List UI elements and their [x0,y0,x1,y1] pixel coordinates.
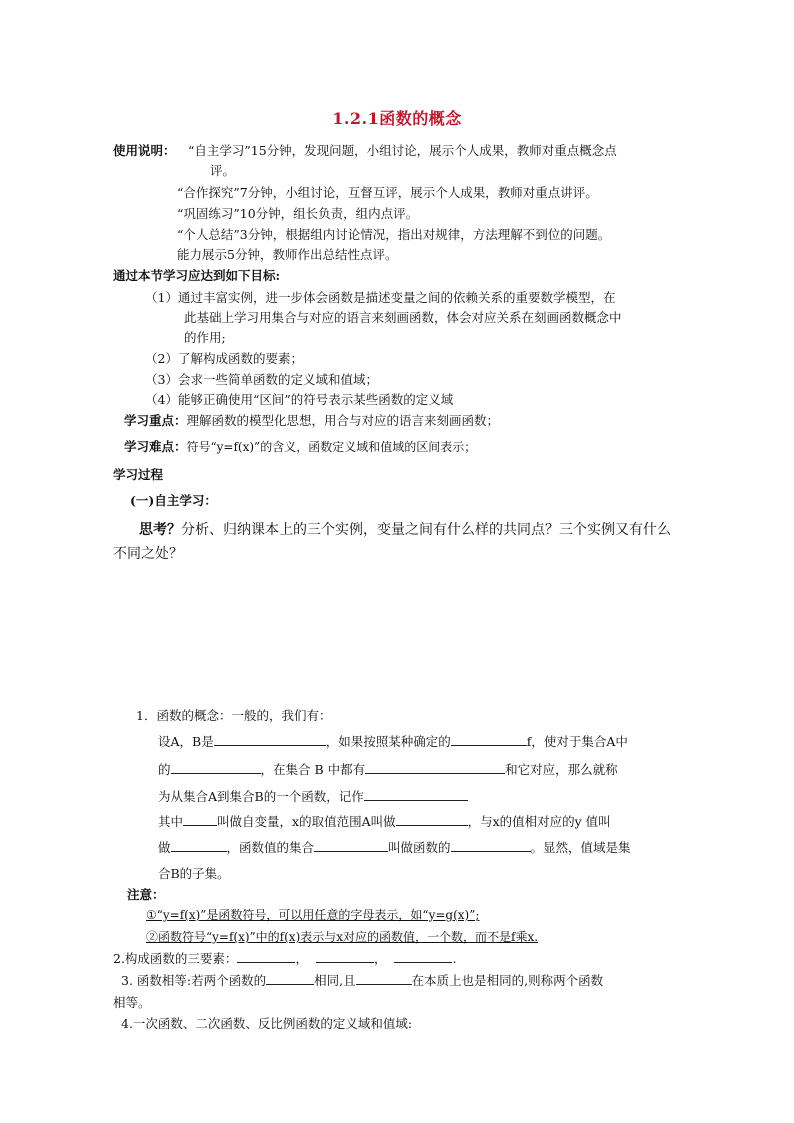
concept-text: ，在集合 B 中都有 [260,762,366,777]
usage-line-6: 能力展示5分钟，教师作出总结性点评。 [177,247,398,262]
goal-1-line-1: （1）通过丰富实例，进一步体会函数是描述变量之间的依赖关系的重要数学模型，在 [145,290,616,305]
concept-line-2 [158,760,618,778]
think-text: 分析、归纳课本上的三个实例，变量之间有什么样的共同点？三个实例又有什么 [181,522,671,538]
blank-field[interactable] [266,971,314,985]
self-study-heading: (一)自主学习： [130,493,217,508]
concept-text: 的 [158,762,171,777]
note-2: ②函数符号“y=f(x)”中的f(x)表示与x对应的函数值，一个数，而不是f乘x. [146,930,539,944]
concept-text: 做 [158,840,171,855]
concept-text: 其中 [158,814,184,829]
blank-field[interactable] [396,812,468,826]
blank-field[interactable] [171,838,227,852]
blank-field[interactable] [356,971,412,985]
focus-row [124,411,499,429]
blank-field[interactable] [451,838,531,852]
concept-line-6: 合B的子集。 [158,866,230,881]
concept-line-1 [158,732,628,750]
concept-heading: 1．函数的概念：一般的，我们有： [136,708,332,723]
usage-line-2: 评。 [210,163,236,178]
concept-line-4 [158,812,611,830]
equal-text: 在本质上也是相同的,则称两个函数 [411,973,604,988]
concept-text: ，函数值的集合 [226,840,315,855]
page-title: 1.2.1函数的概念 [332,109,462,128]
equal-line-2: 相等。 [113,995,151,1010]
concept-line-5 [158,838,631,856]
usage-line-3: “合作探究”7分钟，小组讨论，互督互评，展示个人成果，教师对重点讲评。 [177,185,598,200]
usage-label: 使用说明： [113,143,176,158]
blank-field[interactable] [364,787,468,801]
concept-text: ，与x的值相对应的y 值叫 [467,814,611,829]
elements-line [113,949,456,967]
blank-field[interactable] [451,732,527,746]
difficulty-text: 符号“y=f(x)”的含义，函数定义域和值域的区间表示； [186,440,477,454]
terminator: . [452,951,457,966]
goals-heading: 通过本节学习应达到如下目标: [113,268,281,283]
concept-text: f，使对于集合A中 [526,734,628,749]
elements-label: 2.构成函数的三要素： [113,951,238,966]
domains-heading: 4.一次函数、二次函数、反比例函数的定义域和值域: [121,1016,413,1031]
difficulty-label: 学习难点： [124,439,187,454]
equal-text: 相同,且 [314,973,356,988]
usage-line-5: “个人总结”3分钟，根据组内讨论情况，指出对规律，方法理解不到位的问题。 [177,227,611,242]
concept-text: 和它对应，那么就称 [505,762,618,777]
blank-field[interactable] [394,949,452,963]
goal-1-line-3: 的作用; [184,330,226,345]
blank-field[interactable] [214,732,326,746]
concept-text: 设A，B是 [158,734,214,749]
blank-field[interactable] [314,838,388,852]
blank-field[interactable] [365,760,505,774]
goal-2: （2）了解构成函数的要素； [145,351,303,366]
focus-text: 理解函数的模型化思想，用合与对应的语言来刻画函数； [186,413,500,428]
difficulty-row [124,437,476,455]
usage-line-1: “自主学习”15分钟，发现问题，小组讨论，展示个人成果，教师对重点概念点 [188,143,617,158]
think-text-2: 不同之处？ [113,546,183,562]
concept-text: 为从集合A到集合B的一个函数，记作 [158,789,364,804]
note-1: ①“y=f(x)”是函数符号，可以用任意的字母表示，如“y=g(x)”; [146,908,480,922]
concept-text: 。显然，值域是集 [530,840,631,855]
concept-line-3 [158,787,468,805]
blank-field[interactable] [237,949,295,963]
concept-text: 叫做自变量，x的取值范围A叫做 [217,814,396,829]
think-question [139,519,671,539]
concept-text: 叫做函数的 [388,840,451,855]
process-heading: 学习过程 [113,467,164,482]
think-label: 思考？ [139,522,181,538]
blank-field[interactable] [171,760,261,774]
focus-label: 学习重点： [124,413,187,428]
equal-text: 3. 函数相等:若两个函数的 [121,973,267,988]
goal-1-line-2: 此基础上学习用集合与对应的语言来刻画函数，体会对应关系在刻画函数概念中 [184,310,622,325]
separator: ， [295,951,308,966]
usage-line-4: “巩固练习”10分钟，组长负责，组内点评。 [177,206,419,221]
equal-line-1 [121,971,603,989]
goal-3: （3）会求一些简单函数的定义域和值域； [145,372,378,387]
notes-label: 注意： [127,887,165,902]
concept-text: ，如果按照某种确定的 [325,734,451,749]
goal-4: （4）能够正确使用“区间”的符号表示某些函数的定义域 [145,392,454,407]
blank-field[interactable] [183,812,217,826]
blank-field[interactable] [316,949,374,963]
separator: ， [373,951,387,966]
